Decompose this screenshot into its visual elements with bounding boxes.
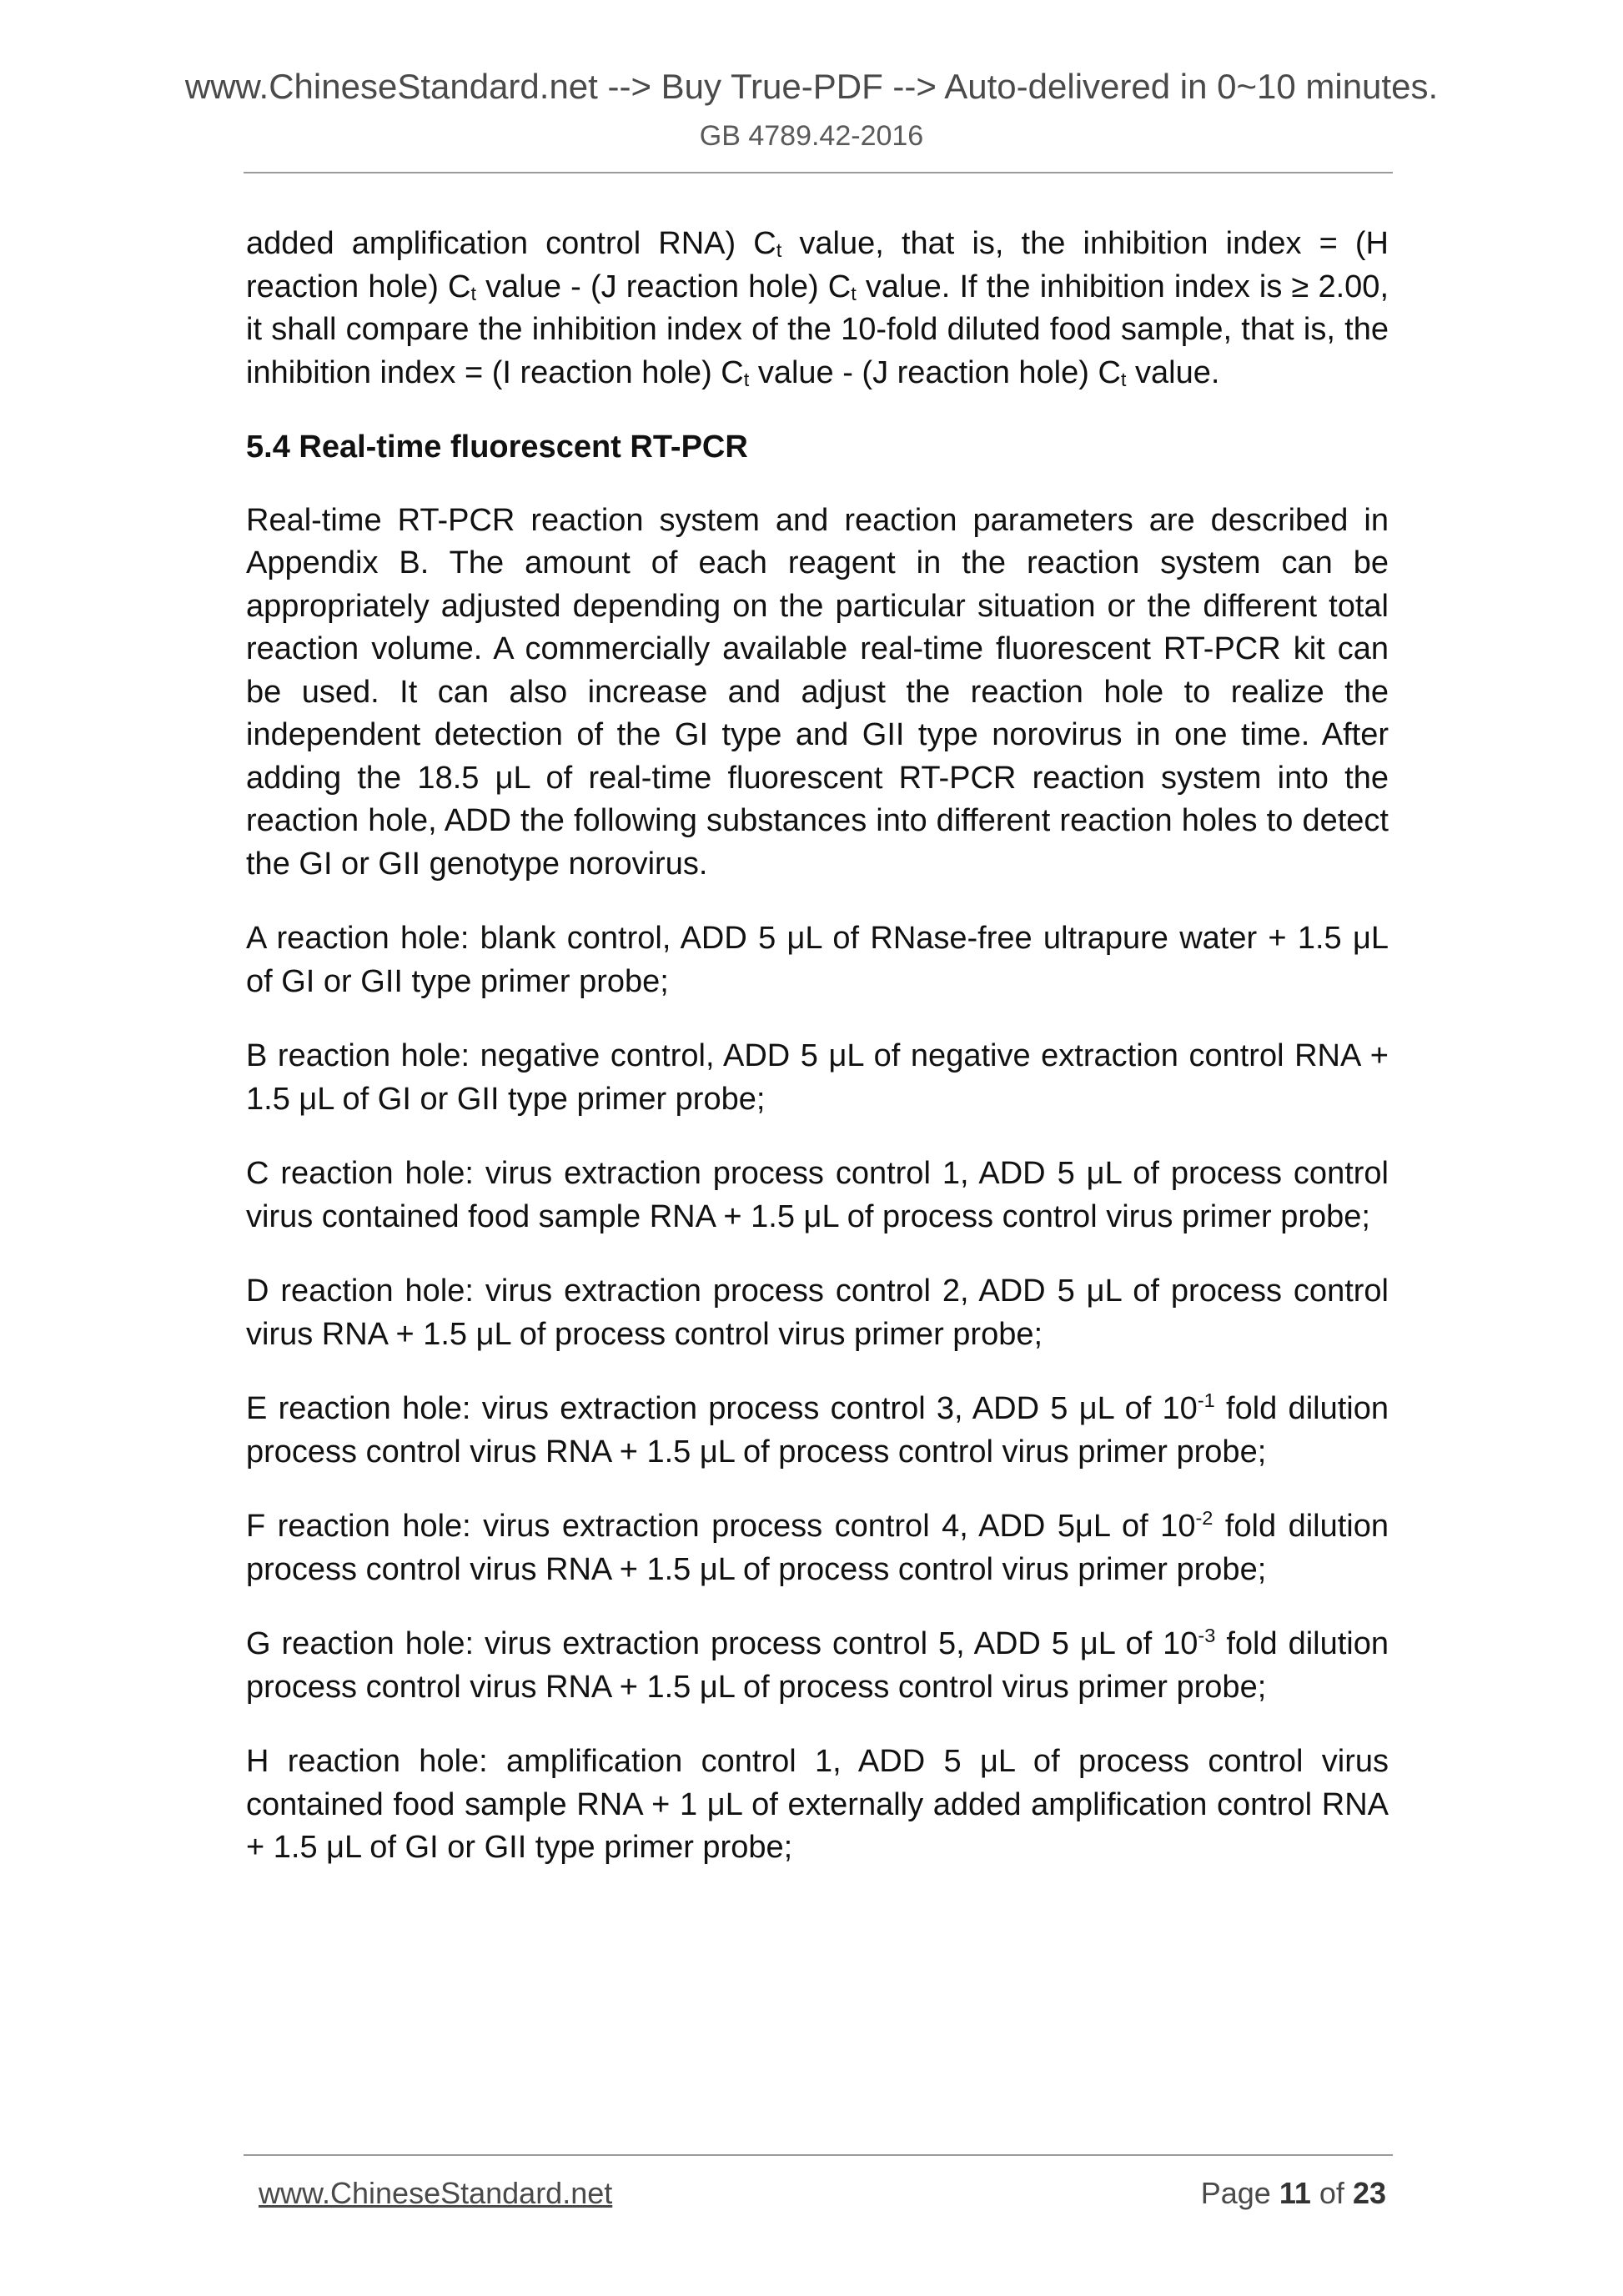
paragraph-inhibition-index: added amplification control RNA) $C_t$ value, that is, the inhibition index = (H reaction hole) $C_t$ value - (J reaction hole) $C_t$ value. If the inhibition index is ≥ 2.00, it shall compare the inhibition index of the 10-fold diluted food sample, that is, the inhibition index = (I reaction hole) $C_t$ value - (J reaction hole) $C_t$ value.	[246, 226, 1389, 390]
paragraph-rt-pcr-intro: Real-time RT-PCR reaction system and reaction parameters are described in Appendix B. The amount of each reagent in the reaction system can be appropriately adjusted depending on the particular situation or the different total reaction volume. A commercially available real-time fluorescent RT-PCR kit can be used. It can also increase and adjust the reaction hole to realize the independent detection of the GI type and GII type norovirus in one time. After adding the 18.5 μL of real-time fluorescent RT-PCR reaction system into the reaction hole, ADD the following substances into different reaction holes to detect the GI or GII genotype norovirus.	[246, 502, 1389, 882]
ct-subscript: t	[851, 282, 857, 304]
header-divider	[244, 172, 1393, 173]
reaction-hole-a: A reaction hole: blank control, ADD 5 μL of RNase-free ultrapure water + 1.5 μL of GI or GII type primer probe;	[246, 921, 1389, 999]
ct-subscript: t	[1120, 368, 1127, 390]
reaction-hole-e: E reaction hole: virus extraction process control 3, ADD 5 μL of $10^{-1}$ fold dilution process control virus RNA + 1.5 μL of process control virus primer probe;	[246, 1389, 1389, 1470]
ct-subscript: t	[776, 239, 782, 262]
footer-website-link[interactable]: www.ChineseStandard.net	[259, 2176, 613, 2210]
page-total: 23	[1352, 2176, 1386, 2210]
page-indicator: Page 11 of 23	[1200, 2176, 1386, 2210]
ct-subscript: t	[470, 282, 476, 304]
header-banner: www.ChineseStandard.net --> Buy True-PDF --> Auto-delivered in 0~10 minutes.	[184, 67, 1439, 106]
reaction-hole-g: G reaction hole: virus extraction process control 5, ADD 5 μL of $10^{-3}$ fold dilution process control virus RNA + 1.5 μL of process control virus primer probe;	[246, 1625, 1389, 1705]
footer-divider	[244, 2154, 1393, 2156]
reaction-hole-f: F reaction hole: virus extraction process control 4, ADD 5μL of $10^{-2}$ fold dilution process control virus RNA + 1.5 μL of process control virus primer probe;	[246, 1507, 1389, 1587]
reaction-hole-c: C reaction hole: virus extraction process control 1, ADD 5 μL of process control virus contained food sample RNA + 1.5 μL of process control virus primer probe;	[246, 1156, 1389, 1234]
reaction-hole-h: H reaction hole: amplification control 1, ADD 5 μL of process control virus contained food sample RNA + 1 μL of externally added amplification control RNA + 1.5 μL of GI or GII type primer probe;	[246, 1744, 1389, 1865]
reaction-hole-b: B reaction hole: negative control, ADD 5 μL of negative extraction control RNA + 1.5 μL of GI or GII type primer probe;	[246, 1038, 1389, 1117]
page-content	[246, 223, 1389, 1902]
reaction-hole-d: D reaction hole: virus extraction process control 2, ADD 5 μL of process control virus RNA + 1.5 μL of process control virus primer probe;	[246, 1274, 1389, 1352]
exponent: -1	[1197, 1389, 1215, 1412]
exponent: -2	[1195, 1507, 1213, 1530]
standard-code: GB 4789.42-2016	[699, 120, 924, 152]
ct-subscript: t	[743, 368, 750, 390]
exponent: -3	[1198, 1625, 1216, 1647]
section-heading: 5.4 Real-time fluorescent RT-PCR	[246, 430, 748, 465]
page-number: 11	[1279, 2176, 1311, 2210]
